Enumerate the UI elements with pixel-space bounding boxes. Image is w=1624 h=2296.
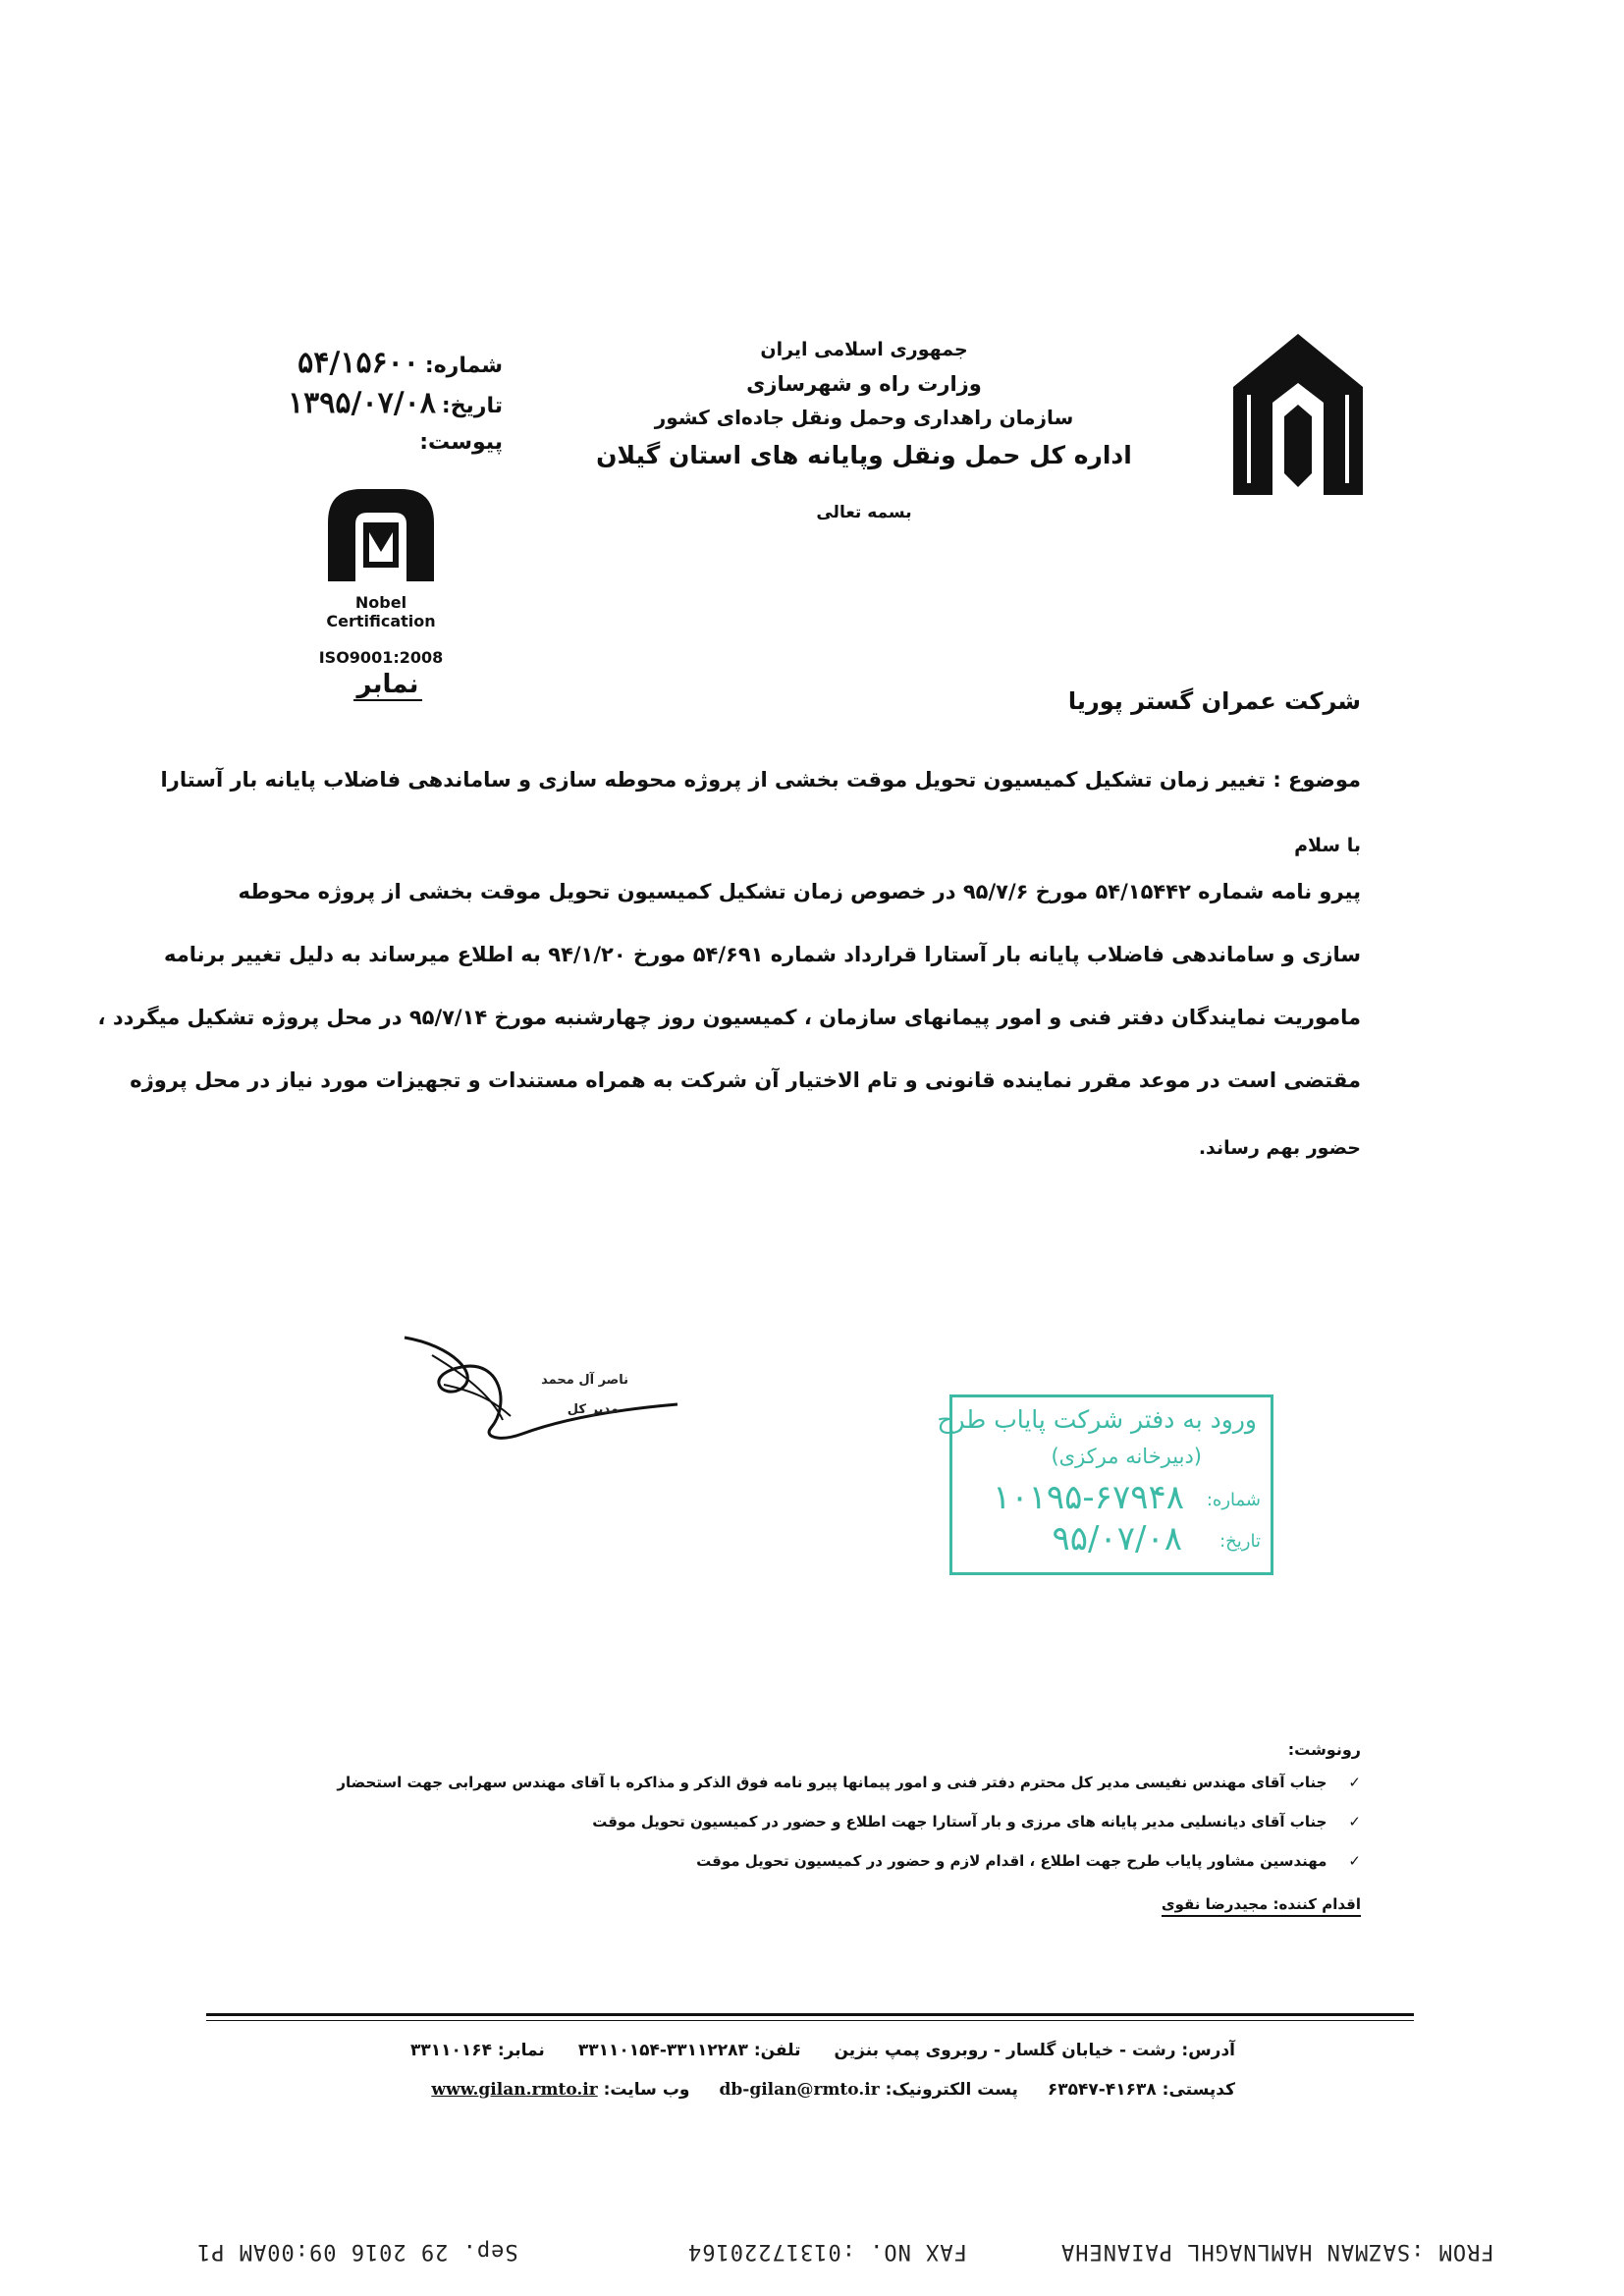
footer-divider	[206, 2013, 1414, 2016]
body-line-4: مقتضی است در موعد مقرر نماینده قانونی و تام الاختیار آن شرکت به همراه مستندات و تجهیزات مورد نیاز در محل پروژه	[130, 1068, 1361, 1092]
fax-label: نمابر	[353, 670, 422, 701]
footer-website[interactable]: www.gilan.rmto.ir	[431, 2080, 598, 2100]
stamp-title: ورود به دفتر شرکت پایاب طرح	[937, 1405, 1257, 1434]
cc-bullet-icon: ✓	[1348, 1852, 1361, 1870]
footer-email-label: پست الکترونیک:	[885, 2080, 1018, 2100]
certification-line1: Nobel	[354, 593, 407, 612]
footer-email[interactable]: db-gilan@rmto.ir	[719, 2080, 880, 2100]
received-stamp	[937, 1394, 1273, 1575]
organization-logo	[1225, 326, 1371, 503]
footer-divider-thin	[206, 2020, 1414, 2021]
footer-website-label: وب سایت:	[603, 2080, 690, 2100]
certification-line2: Certification	[326, 612, 436, 630]
iso-standard: ISO9001:2008	[318, 648, 444, 667]
footer-phone: تلفن: ۳۳۱۱۲۲۸۳-۳۳۱۱۰۱۵۴	[577, 2041, 801, 2060]
header-country: جمهوری اسلامی ایران	[760, 339, 968, 360]
body-line-5: حضور بهم رساند.	[1198, 1137, 1361, 1159]
cc-item-1: ✓جناب آقای مهندس نفیسی مدیر کل محترم دفتر فنی و امور پیمانها پیرو نامه فوق الذکر و مذاکره با آقای مهندس سهرابی جهت استحضار	[337, 1774, 1361, 1791]
number-value: ۵۴/۱۵۶۰۰	[298, 346, 419, 380]
signer-name: ناصر آل محمد	[541, 1373, 628, 1388]
stamp-number-label: شماره:	[1206, 1490, 1261, 1510]
footer-row-2	[253, 2080, 1235, 2100]
header-organization: سازمان راهداری وحمل ونقل جاده‌ای کشور	[654, 406, 1074, 429]
footer-row-1	[253, 2041, 1235, 2060]
stamp-date-label: تاریخ:	[1219, 1531, 1261, 1552]
cc-item-3: ✓مهندسین مشاور پایاب طرح جهت اطلاع ، اقدام لازم و حضور در کمیسیون تحویل موقت	[696, 1852, 1361, 1870]
cc-bullet-icon: ✓	[1348, 1813, 1361, 1831]
fax-header-from: FROM :SAZMAN HAMLNAGHL PAIANEHA	[1060, 2239, 1494, 2264]
action-by: اقدام کننده: مجیدرضا نقوی	[1162, 1895, 1361, 1917]
certification-text	[312, 593, 450, 630]
footer-email-block	[719, 2080, 1017, 2100]
attachment-label: پیوست:	[419, 430, 503, 455]
body-line-1: پیرو نامه شماره ۵۴/۱۵۴۴۲ مورخ ۹۵/۷/۶ در خصوص زمان تشکیل کمیسیون تحویل موقت بخشی از پروژه محوطه	[238, 880, 1361, 903]
bismillah: بسمه تعالی	[816, 503, 912, 522]
cc-title: رونوشت:	[1287, 1740, 1361, 1759]
body-line-2: سازی و ساماندهی فاضلاب پایانه بار آستارا قرارداد شماره ۵۴/۶۹۱ مورخ ۹۴/۱/۲۰ به اطلاع میرساند به دلیل تغییر برنامه	[163, 943, 1361, 966]
fax-header-fax-no: FAX NO. :01317220164	[687, 2239, 967, 2264]
footer-address: آدرس: رشت - خیابان گلسار - روبروی پمپ بنزین	[834, 2041, 1235, 2060]
body-line-3: ماموریت نمایندگان دفتر فنی و امور پیمانهای سازمان ، کمیسیون روز چهارشنبه مورخ ۹۵/۷/۱۴ در محل پروژه تشکیل میگردد ،	[97, 1006, 1361, 1029]
date-label: تاریخ:	[441, 394, 503, 418]
handwritten-signature	[393, 1326, 687, 1453]
footer-fax: نمابر: ۳۳۱۱۰۱۶۴	[409, 2041, 545, 2060]
footer-website-block	[431, 2080, 689, 2100]
signer-title: مدیر کل	[567, 1402, 619, 1417]
letter-meta	[288, 346, 503, 455]
number-label: شماره:	[424, 354, 503, 378]
stamp-date-value: ۹۵/۰۷/۰۸	[1052, 1519, 1182, 1558]
header-ministry: وزارت راه و شهرسازی	[746, 372, 982, 396]
greeting: با سلام	[1294, 835, 1361, 856]
fax-header-datetime: Sep. 29 2016 09:00AM P1	[196, 2239, 518, 2264]
certification-logo	[322, 483, 440, 589]
stamp-subtitle: (دبیرخانه مرکزی)	[1051, 1445, 1202, 1468]
cc-item-2: ✓جناب آقای دیانسلیی مدیر پایانه های مرزی و بار آستارا جهت اطلاع و حضور در کمیسیون تحویل موقت	[592, 1813, 1361, 1831]
date-value: ۱۳۹۵/۰۷/۰۸	[288, 386, 436, 420]
footer-postal-code: کدپستی: ۴۱۶۳۸-۶۳۵۴۷	[1047, 2080, 1235, 2100]
header-department: اداره کل حمل ونقل وپایانه های استان گیلان	[596, 441, 1132, 469]
letterhead	[589, 339, 1139, 522]
recipient: شرکت عمران گستر پوریا	[1067, 687, 1361, 715]
subject: موضوع : تغییر زمان تشکیل کمیسیون تحویل موقت بخشی از پروژه محوطه سازی و ساماندهی فاضلاب پایانه بار آستارا	[160, 768, 1361, 792]
cc-bullet-icon: ✓	[1348, 1774, 1361, 1791]
stamp-number-value: ۱۰۱۹۵-۶۷۹۴۸	[993, 1478, 1184, 1517]
